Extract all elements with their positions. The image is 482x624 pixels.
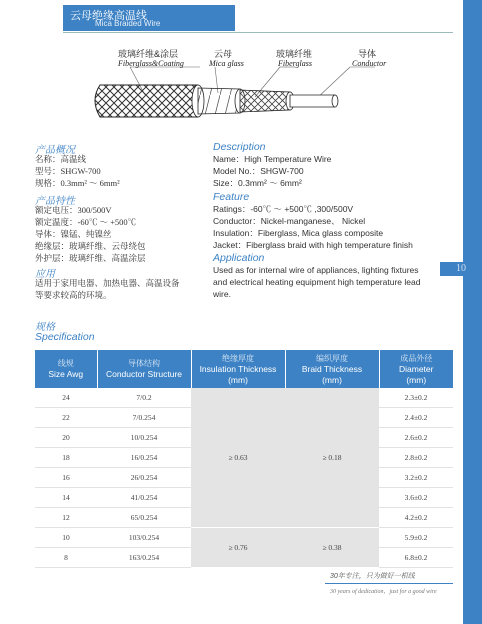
description-line: Name：High Temperature Wire: [213, 154, 332, 164]
label-fiberglass-coating-en: Fiberglass&Coating: [118, 59, 184, 68]
footer-slogan-en: 30 years of dedication，just for a good wire: [330, 589, 437, 595]
feature-line: 外护层：玻璃纤维、高温涂层: [35, 253, 146, 263]
header-title-en: Mica Braided Wire: [95, 19, 161, 28]
table-row: 10 103/0.254 ≥ 0.76 ≥ 0.38 5.9±0.2: [35, 528, 453, 548]
specification-table: [35, 350, 453, 568]
table-row: 24 7/0.2 ≥ 0.63 ≥ 0.18 2.3±0.2: [35, 388, 453, 408]
footer-slogan-cn: 30年专注，只为做好一根线: [330, 573, 415, 580]
feature-en-line: Conductor：Nickel-manganese、 Nickel: [213, 216, 366, 226]
header-size-awg: 线规 Size Awg: [35, 350, 97, 388]
feature-line: 导体：镍锰、纯镍丝: [35, 229, 112, 239]
feature-line: 额定电压：300/500V: [35, 205, 112, 215]
feature-line: 额定温度：-60℃ ～ +500℃: [35, 217, 137, 227]
label-conductor-cn: 导体: [358, 49, 377, 59]
application-title-en: Application: [213, 252, 265, 264]
overview-line: 名称：高温线: [35, 154, 87, 164]
feature-title-en: Feature: [213, 191, 250, 203]
application-en-line: and electrical heating equipment high temperature lead: [213, 277, 421, 287]
overview-line: 型号：SHGW-700: [35, 166, 101, 176]
feature-en-line: Insulation：Fiberglass, Mica glass composite: [213, 228, 384, 238]
page-header: [63, 5, 235, 31]
application-line: 等要求较高的环境。: [35, 290, 112, 300]
feature-line: 绝缘层：玻璃纤维、云母绕包: [35, 241, 146, 251]
page-number-tab: 10: [440, 262, 482, 276]
label-mica-cn: 云母: [214, 49, 233, 59]
overview-line: 规格：0.3mm² ～ 6mm²: [35, 178, 120, 188]
braid-group-1: ≥ 0.18: [285, 388, 379, 528]
description-title-en: Description: [213, 141, 266, 153]
label-fiberglass-coating-cn: 玻璃纤维&涂层: [118, 49, 179, 59]
application-line: 适用于家用电器、加热电器、高温设备: [35, 278, 180, 288]
description-line: Size：0.3mm² ～ 6mm²: [213, 178, 302, 188]
header-divider: [63, 32, 453, 33]
insulation-group-2: ≥ 0.76: [191, 528, 285, 568]
feature-en-line: Ratings：-60℃ ～ +500℃ ,300/500V: [213, 204, 354, 214]
header-diameter: 成品外径 Diameter (mm): [379, 350, 453, 388]
application-title-cn: 应用: [35, 269, 55, 280]
header-braid-thickness: 编织厚度 Braid Thickness (mm): [285, 350, 379, 388]
table-row: 8 163/0.254 6.8±0.2: [35, 548, 453, 568]
feature-en-line: Jacket：Fiberglass braid with high temperature finish: [213, 240, 413, 250]
description-line: Model No.：SHGW-700: [213, 166, 304, 176]
table-row: 16 26/0.254 3.2±0.2: [35, 468, 453, 488]
table-header-row: [35, 350, 453, 388]
header-insulation-thickness: 绝缘厚度 Insulation Thickness (mm): [191, 350, 285, 388]
table-row: 18 16/0.254 2.8±0.2: [35, 448, 453, 468]
label-conductor-en: Conductor: [352, 59, 387, 68]
header-conductor-structure: 导体结构 Conductor Structure: [97, 350, 191, 388]
label-fiberglass-cn: 玻璃纤维: [276, 49, 313, 59]
footer-divider: [325, 583, 453, 584]
label-fiberglass-en: Fiberglass: [278, 59, 312, 68]
features-title-cn: 产品特性: [35, 196, 75, 207]
label-mica-en: Mica glass: [209, 59, 244, 68]
insulation-group-1: ≥ 0.63: [191, 388, 285, 528]
table-row: 20 10/0.254 2.6±0.2: [35, 428, 453, 448]
table-row: 22 7/0.254 2.4±0.2: [35, 408, 453, 428]
spec-title-cn: 规格: [35, 322, 55, 333]
application-en-line: Used as for internal wire of appliances, lighting fixtures: [213, 265, 419, 275]
wire-cross-section-illustration: [90, 55, 380, 135]
spec-title-en: Specification: [35, 331, 95, 343]
header-title-cn: 云母绝缘高温线: [70, 10, 147, 22]
side-accent-bar: [463, 0, 482, 624]
braid-group-2: ≥ 0.38: [285, 528, 379, 568]
application-en-line: wire.: [213, 289, 231, 299]
table-row: 12 65/0.254 4.2±0.2: [35, 508, 453, 528]
table-row: 14 41/0.254 3.6±0.2: [35, 488, 453, 508]
overview-title-cn: 产品概况: [35, 145, 75, 156]
